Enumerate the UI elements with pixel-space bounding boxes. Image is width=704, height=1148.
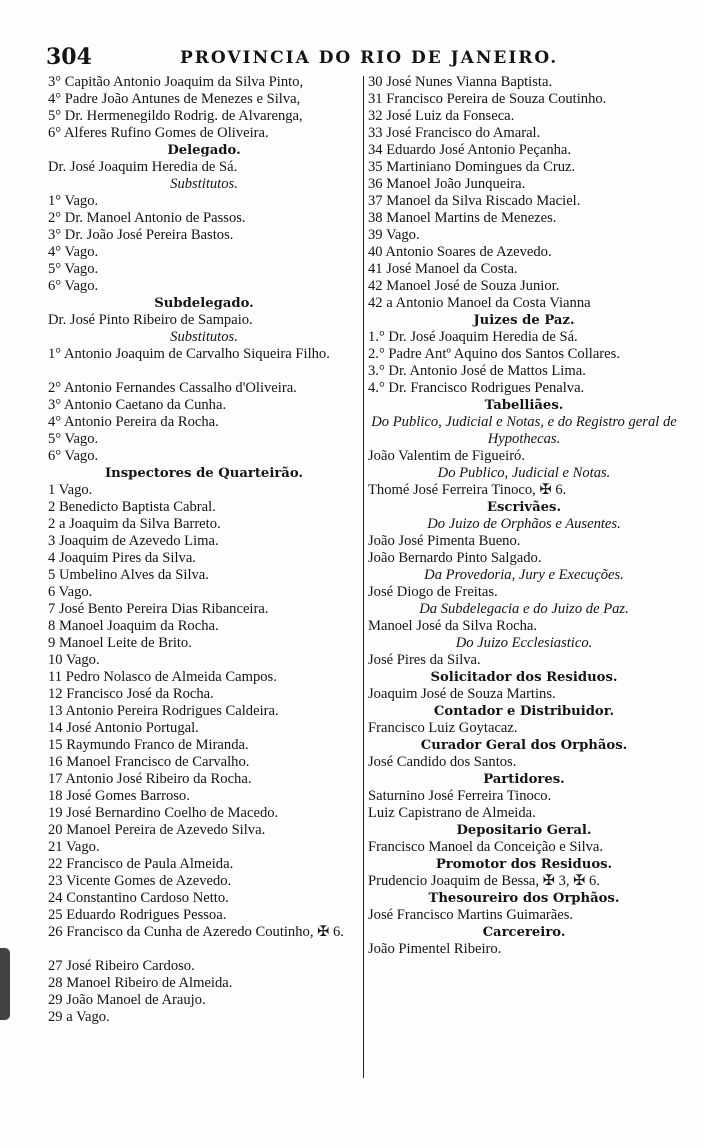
subsection-heading: Substitutos. [170, 176, 238, 192]
list-item: 40 Antonio Soares de Azevedo. [368, 244, 552, 260]
running-title: PROVINCIA DO RIO DE JANEIRO. [180, 48, 559, 68]
list-item: João Pimentel Ribeiro. [368, 941, 502, 957]
list-item: 11 Pedro Nolasco de Almeida Campos. [48, 669, 277, 685]
list-item: 2 a Joaquim da Silva Barreto. [48, 516, 221, 532]
list-item: 3° Antonio Caetano da Cunha. [48, 397, 227, 413]
subsection-heading: Do Publico, Judicial e Notas. [437, 465, 611, 481]
list-item: João Valentim de Figueiró. [368, 448, 525, 464]
section-heading: Inspectores de Quarteirão. [105, 466, 303, 481]
list-item: Thomé José Ferreira Tinoco, ✠ 6. [368, 482, 567, 498]
section-heading: Carcereiro. [482, 925, 566, 940]
list-item: Joaquim José de Souza Martins. [368, 686, 556, 702]
list-item: 33 José Francisco do Amaral. [368, 125, 541, 141]
list-item: 6 Vago. [48, 584, 93, 600]
list-item: 20 Manoel Pereira de Azevedo Silva. [48, 822, 266, 838]
list-item: 4° Antonio Pereira da Rocha. [48, 414, 219, 430]
list-item: 6° Vago. [48, 278, 99, 294]
section-heading: Partidores. [483, 772, 565, 787]
subsection-heading: Do Juizo Ecclesiastico. [455, 635, 593, 651]
list-item: Manoel José da Silva Rocha. [368, 618, 538, 634]
list-item: José Pires da Silva. [368, 652, 481, 668]
list-item: 37 Manoel da Silva Riscado Maciel. [368, 193, 581, 209]
subsection-heading: Do Juizo de Orphãos e Ausentes. [427, 516, 621, 532]
list-item: 18 José Gomes Barroso. [48, 788, 190, 804]
list-item: José Francisco Martins Guimarães. [368, 907, 574, 923]
section-heading: Thesoureiro dos Orphãos. [428, 891, 620, 906]
list-item: 26 Francisco da Cunha de Azeredo Coutinho, ✠ 6. [48, 924, 344, 940]
list-item: 39 Vago. [368, 227, 420, 243]
list-item: 1° Vago. [48, 193, 99, 209]
right-column [368, 74, 680, 958]
list-item: 25 Eduardo Rodrigues Pessoa. [48, 907, 227, 923]
column-divider [363, 76, 364, 1078]
list-item: 41 José Manoel da Costa. [368, 261, 518, 277]
list-item: 3° Capitão Antonio Joaquim da Silva Pinto, [48, 74, 304, 90]
left-column [48, 74, 360, 1026]
list-item: José Candido dos Santos. [368, 754, 517, 770]
section-heading: Curador Geral dos Orphãos. [420, 738, 628, 753]
section-heading: Juizes de Paz. [473, 313, 575, 328]
list-item: 22 Francisco de Paula Almeida. [48, 856, 234, 872]
list-item: 1° Antonio Joaquim de Carvalho Siqueira Filho. [48, 346, 330, 362]
list-item: 36 Manoel João Junqueira. [368, 176, 526, 192]
section-heading: Tabelliães. [484, 398, 564, 413]
list-item: 3 Joaquim de Azevedo Lima. [48, 533, 219, 549]
list-item: 42 Manoel José de Souza Junior. [368, 278, 560, 294]
list-item: 3.° Dr. Antonio José de Mattos Lima. [368, 363, 586, 379]
list-item: 32 José Luiz da Fonseca. [368, 108, 515, 124]
list-item: 1.° Dr. José Joaquim Heredia de Sá. [368, 329, 578, 345]
list-item: 2 Benedicto Baptista Cabral. [48, 499, 216, 515]
list-item: 4° Vago. [48, 244, 99, 260]
list-item: 10 Vago. [48, 652, 100, 668]
binding-edge [0, 948, 10, 1020]
list-item: 38 Manoel Martins de Menezes. [368, 210, 557, 226]
list-item: 24 Constantino Cardoso Netto. [48, 890, 229, 906]
list-item: 29 a Vago. [48, 1009, 110, 1025]
list-item: 12 Francisco José da Rocha. [48, 686, 214, 702]
page-number: 304 [46, 44, 92, 70]
section-heading: Contador e Distribuidor. [433, 704, 615, 719]
list-item: 5° Vago. [48, 261, 99, 277]
list-item: João Bernardo Pinto Salgado. [368, 550, 542, 566]
list-item: Saturnino José Ferreira Tinoco. [368, 788, 552, 804]
list-item: Luiz Capistrano de Almeida. [368, 805, 536, 821]
section-heading: Escrivães. [486, 500, 562, 515]
list-item: 42 a Antonio Manoel da Costa Vianna [368, 295, 591, 311]
list-item: 7 José Bento Pereira Dias Ribanceira. [48, 601, 269, 617]
list-item: 28 Manoel Ribeiro de Almeida. [48, 975, 233, 991]
subsection-heading: Da Subdelegacia e do Juizo de Paz. [419, 601, 629, 617]
list-item: 21 Vago. [48, 839, 100, 855]
list-item: 6° Alferes Rufino Gomes de Oliveira. [48, 125, 269, 141]
section-heading: Depositario Geral. [456, 823, 592, 838]
list-item: 4.° Dr. Francisco Rodrigues Penalva. [368, 380, 585, 396]
list-item: 16 Manoel Francisco de Carvalho. [48, 754, 250, 770]
list-item: 31 Francisco Pereira de Souza Coutinho. [368, 91, 607, 107]
list-item: 5 Umbelino Alves da Silva. [48, 567, 209, 583]
list-item: 17 Antonio José Ribeiro da Rocha. [48, 771, 252, 787]
list-item: Prudencio Joaquim de Bessa, ✠ 3, ✠ 6. [368, 873, 600, 889]
list-item: 1 Vago. [48, 482, 93, 498]
list-item: 2° Antonio Fernandes Cassalho d'Oliveira. [48, 380, 297, 396]
list-item: José Diogo de Freitas. [368, 584, 498, 600]
list-item: 6° Vago. [48, 448, 99, 464]
list-item: 34 Eduardo José Antonio Peçanha. [368, 142, 572, 158]
list-item: Francisco Manoel da Conceição e Silva. [368, 839, 604, 855]
list-item: João José Pimenta Bueno. [368, 533, 521, 549]
list-item: 2° Dr. Manoel Antonio de Passos. [48, 210, 246, 226]
section-heading: Subdelegado. [154, 296, 254, 311]
list-item: 15 Raymundo Franco de Miranda. [48, 737, 249, 753]
list-item: 19 José Bernardino Coelho de Macedo. [48, 805, 279, 821]
list-item: Dr. José Joaquim Heredia de Sá. [48, 159, 238, 175]
subsection-heading: Da Provedoria, Jury e Execuções. [424, 567, 624, 583]
section-heading: Promotor dos Residuos. [435, 857, 613, 872]
list-item: 4 Joaquim Pires da Silva. [48, 550, 196, 566]
section-heading: Solicitador dos Residuos. [430, 670, 618, 685]
list-item: 3° Dr. João José Pereira Bastos. [48, 227, 234, 243]
list-item: 35 Martiniano Domingues da Cruz. [368, 159, 576, 175]
list-item: Dr. José Pinto Ribeiro de Sampaio. [48, 312, 253, 328]
subsection-heading: Substitutos. [170, 329, 238, 345]
list-item: 5° Dr. Hermenegildo Rodrig. de Alvarenga, [48, 108, 303, 124]
list-item: Francisco Luiz Goytacaz. [368, 720, 518, 736]
list-item: 14 José Antonio Portugal. [48, 720, 199, 736]
section-heading: Delegado. [167, 143, 241, 158]
subsection-heading: Do Publico, Judicial e Notas, e do Registro geral de Hypothecas. [371, 414, 677, 447]
list-item: 2.° Padre Antº Aquino dos Santos Collares. [368, 346, 620, 362]
list-item: 5° Vago. [48, 431, 99, 447]
list-item: 9 Manoel Leite de Brito. [48, 635, 192, 651]
list-item: 4° Padre João Antunes de Menezes e Silva, [48, 91, 301, 107]
list-item: 8 Manoel Joaquim da Rocha. [48, 618, 219, 634]
list-item: 13 Antonio Pereira Rodrigues Caldeira. [48, 703, 279, 719]
list-item: 29 João Manoel de Araujo. [48, 992, 206, 1008]
list-item: 27 José Ribeiro Cardoso. [48, 958, 195, 974]
list-item: 30 José Nunes Vianna Baptista. [368, 74, 553, 90]
list-item: 23 Vicente Gomes de Azevedo. [48, 873, 232, 889]
